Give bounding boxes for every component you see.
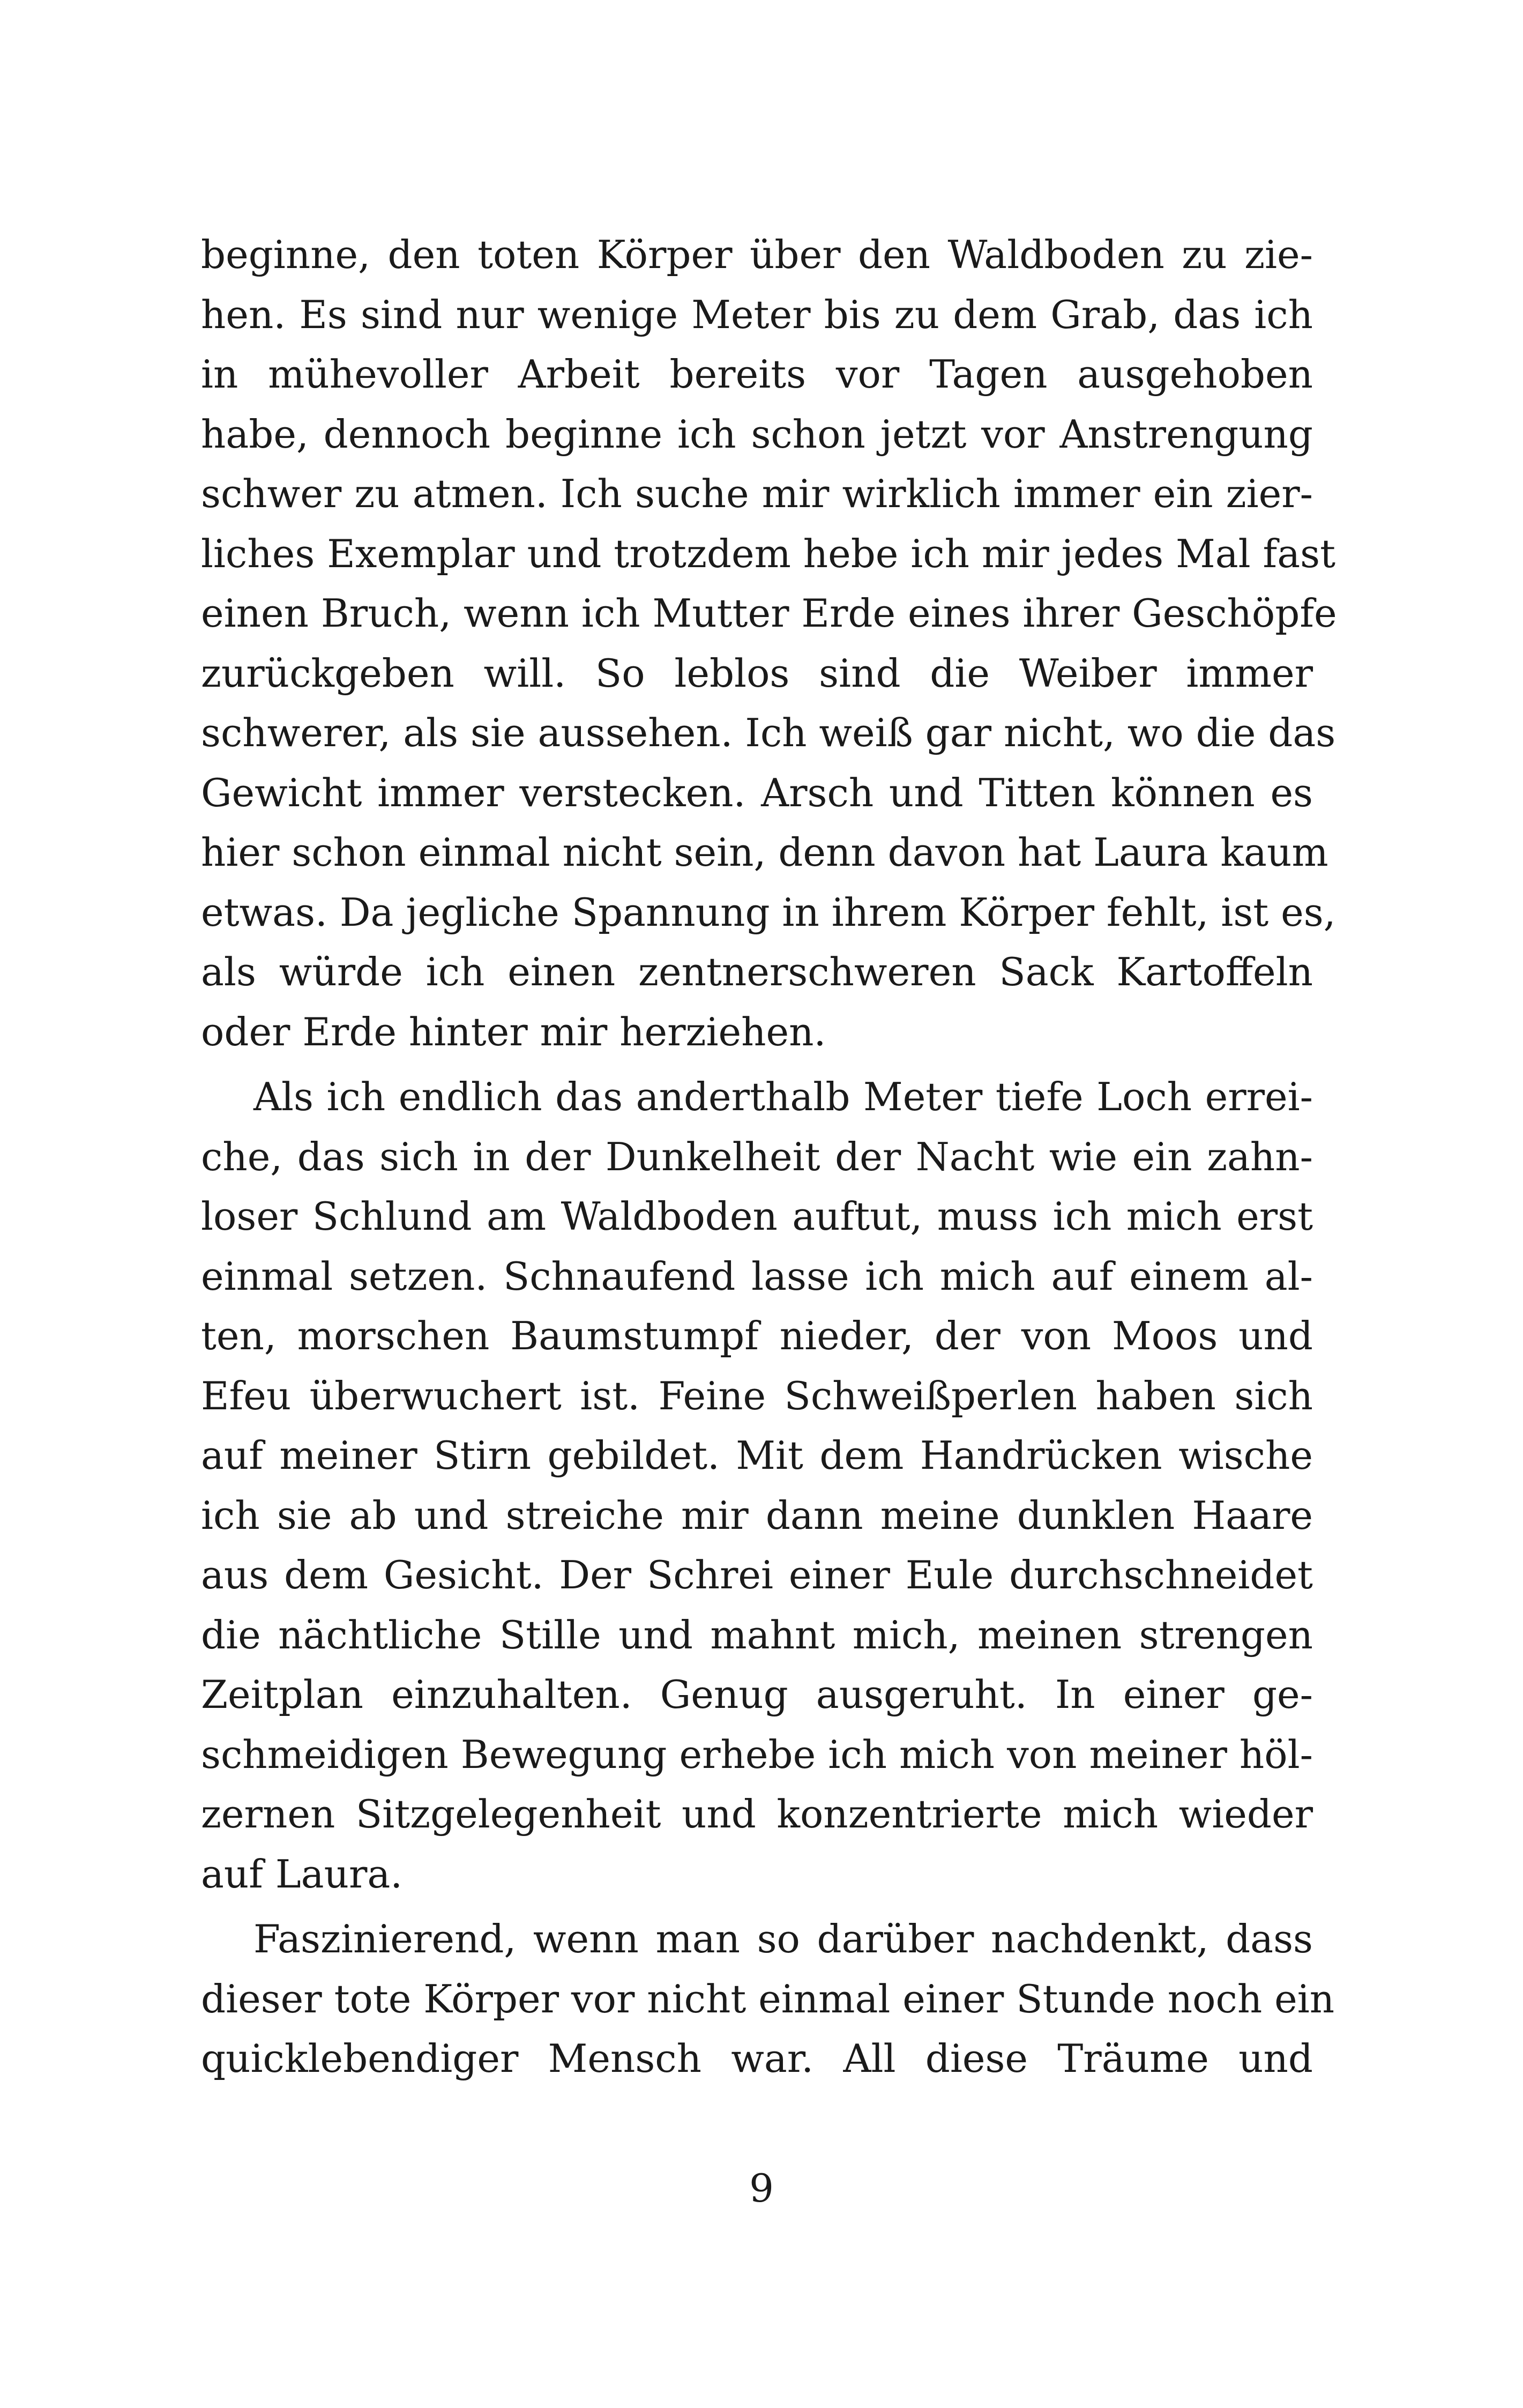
text-line: schwerer, als sie aussehen. Ich weiß gar nicht, wo die das: [201, 710, 1336, 755]
text-line: auf Laura.: [201, 1851, 403, 1897]
text-line: liches Exemplar und trotzdem hebe ich mir jedes Mal fast: [201, 531, 1336, 576]
text-line: auf meiner Stirn gebildet. Mit dem Handrücken wische: [201, 1433, 1313, 1478]
text-line: oder Erde hinter mir herziehen.: [201, 1009, 826, 1054]
text-line: Zeitplan einzuhalten. Genug ausgeruht. In einer ge-: [201, 1672, 1313, 1717]
text-line: als würde ich einen zentnerschweren Sack Kartoffeln: [201, 949, 1313, 994]
paragraph-gap: [201, 1904, 1313, 1909]
paragraph-1: [201, 225, 1337, 1062]
text-line: loser Schlund am Waldboden auftut, muss ich mich erst: [201, 1194, 1313, 1239]
page-number: 9: [749, 2166, 774, 2211]
text-line: quicklebendiger Mensch war. All diese Träume und: [201, 2036, 1313, 2081]
paragraph-gap: [201, 1062, 1313, 1067]
text-line: einen Bruch, wenn ich Mutter Erde eines ihrer Geschöpfe: [201, 591, 1337, 636]
text-line: hen. Es sind nur wenige Meter bis zu dem Grab, das ich: [201, 292, 1313, 337]
text-line: zernen Sitzgelegenheit und konzentrierte mich wieder: [201, 1792, 1313, 1837]
text-line: ten, morschen Baumstumpf nieder, der von Moos und: [201, 1313, 1313, 1358]
body-text: [201, 225, 1337, 2089]
text-line: etwas. Da jegliche Spannung in ihrem Körper fehlt, ist es,: [201, 889, 1336, 935]
text-line: in mühevoller Arbeit bereits vor Tagen ausgehoben: [201, 352, 1313, 397]
text-line: Als ich endlich das anderthalb Meter tiefe Loch errei-: [253, 1074, 1313, 1119]
paragraph-3: [201, 1909, 1335, 2089]
text-line: dieser tote Körper vor nicht einmal einer Stunde noch ein: [201, 1976, 1335, 2021]
text-line: hier schon einmal nicht sein, denn davon hat Laura kaum: [201, 830, 1328, 875]
text-line: che, das sich in der Dunkelheit der Nacht wie ein zahn-: [201, 1134, 1313, 1179]
text-line: einmal setzen. Schnaufend lasse ich mich auf einem al-: [201, 1253, 1313, 1299]
paragraph-2: [201, 1067, 1313, 1904]
text-line: Faszinierend, wenn man so darüber nachdenkt, dass: [253, 1916, 1313, 1961]
text-line: aus dem Gesicht. Der Schrei einer Eule durchschneidet: [201, 1552, 1313, 1597]
text-line: schmeidigen Bewegung erhebe ich mich von meiner höl-: [201, 1731, 1313, 1777]
text-line: die nächtliche Stille und mahnt mich, meinen strengen: [201, 1612, 1313, 1658]
text-line: habe, dennoch beginne ich schon jetzt vor Anstrengung: [201, 411, 1313, 457]
text-line: schwer zu atmen. Ich suche mir wirklich immer ein zier-: [201, 471, 1313, 516]
text-line: Gewicht immer verstecken. Arsch und Titten können es: [201, 770, 1313, 815]
text-line: beginne, den toten Körper über den Waldboden zu zie-: [201, 232, 1313, 277]
text-line: zurückgeben will. So leblos sind die Weiber immer: [201, 650, 1313, 696]
text-line: ich sie ab und streiche mir dann meine dunklen Haare: [201, 1492, 1313, 1538]
text-line: Efeu überwuchert ist. Feine Schweißperlen haben sich: [201, 1373, 1313, 1418]
